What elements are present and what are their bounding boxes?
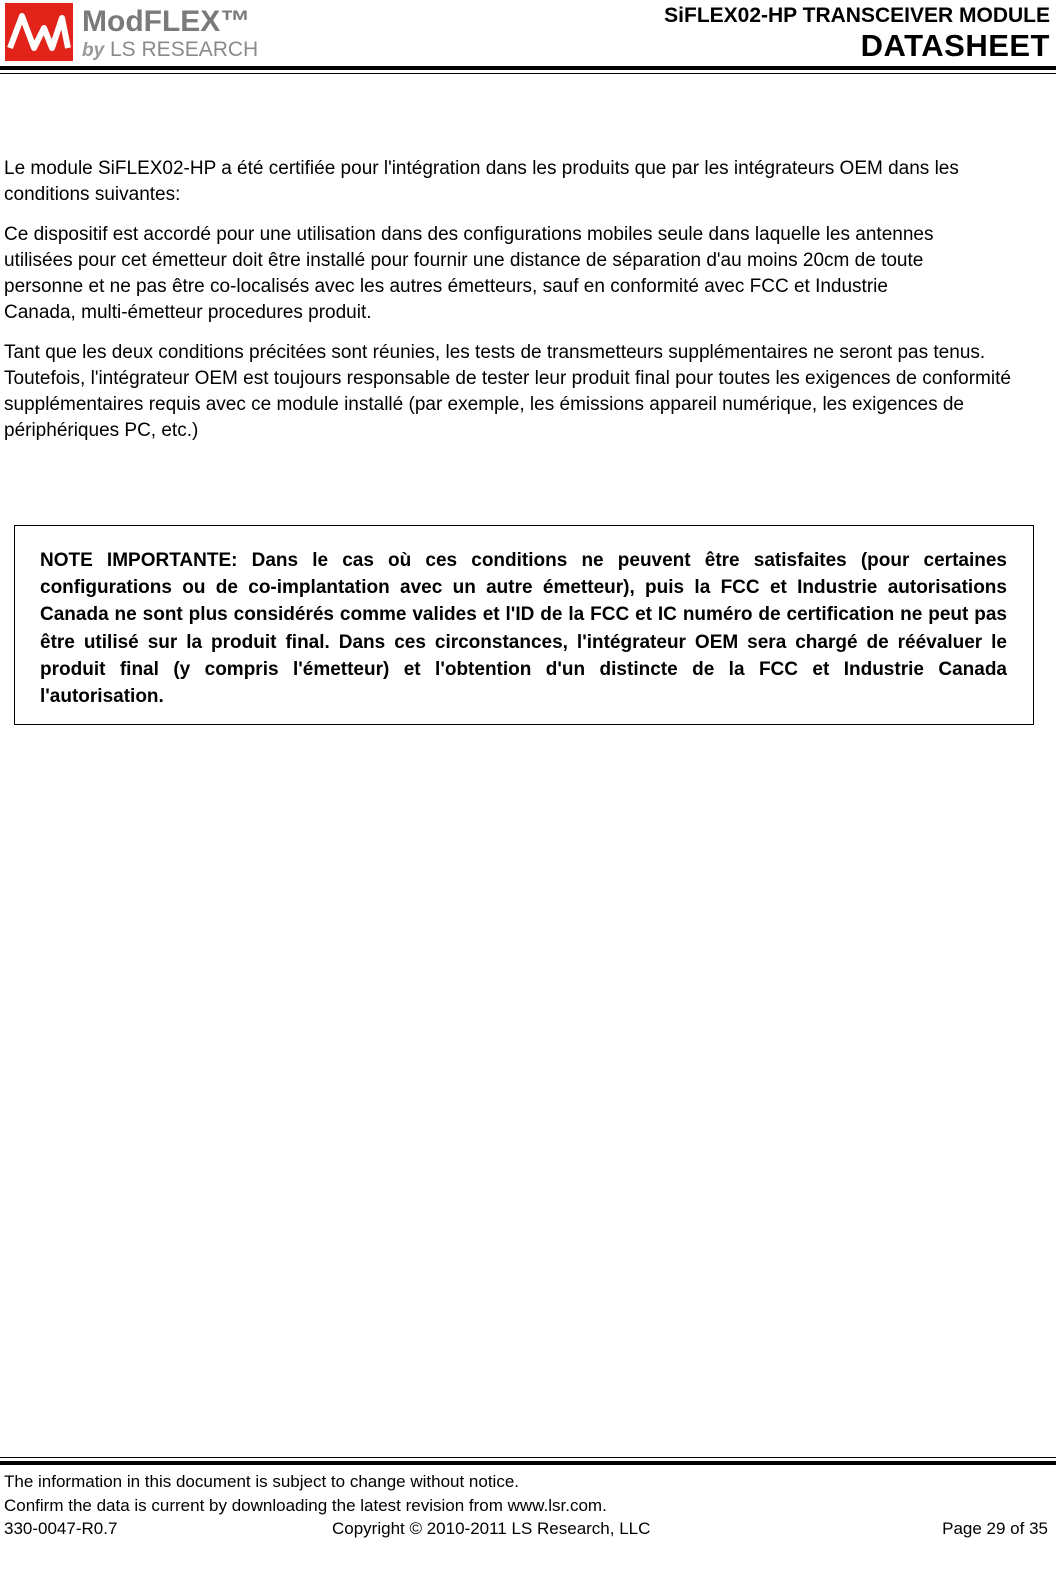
module-title: SiFLEX02-HP TRANSCEIVER MODULE bbox=[664, 4, 1050, 27]
footer-rule-thin bbox=[0, 1457, 1056, 1458]
footer-notice bbox=[4, 1470, 607, 1518]
doc-number: 330-0047-R0.7 bbox=[4, 1519, 118, 1538]
paragraph-conditions: Ce dispositif est accordé pour une utilisation dans des configurations mobiles seule dans laquelle les antennes utilisées pour cet émetteur doit être installé pour fournir une distance de séparation d'au moins 20cm de toute personne et ne pas être co-localisés avec les autres émetteurs, sauf en conformité avec FCC et Industrie Canada, multi-émetteur procedures produit. bbox=[4, 224, 934, 323]
paragraph-intro: Le module SiFLEX02-HP a été certifiée pour l'intégration dans les produits que par les intégrateurs OEM dans les conditions suivantes: bbox=[4, 158, 959, 205]
header-rule-thick bbox=[0, 66, 1056, 70]
logo-by: by bbox=[82, 40, 105, 61]
page-number: Page 29 of 35 bbox=[942, 1519, 1048, 1538]
logo-brand: ModFLEX™ bbox=[82, 5, 251, 38]
body-content bbox=[4, 156, 1048, 458]
footer-notice-line1: The information in this document is subject to change without notice. bbox=[4, 1472, 520, 1491]
footer-notice-line2: Confirm the data is current by downloading the latest revision from www.lsr.com. bbox=[4, 1496, 607, 1515]
logo-graphic bbox=[4, 2, 294, 64]
copyright: Copyright © 2010-2011 LS Research, LLC bbox=[332, 1519, 651, 1538]
header-titles bbox=[664, 2, 1050, 63]
logo-tagline: LS RESEARCH bbox=[110, 38, 259, 61]
footer-rule-thick bbox=[0, 1461, 1056, 1465]
header-rule-thin bbox=[0, 73, 1056, 74]
important-note-box bbox=[14, 525, 1034, 725]
paragraph-tests: Tant que les deux conditions précitées sont réunies, les tests de transmetteurs supplémentaires ne seront pas tenus. Toutefois, l'intégrateur OEM est toujours responsable de tester leur produit final pour toutes les exigences de conformité supplémentaires requis avec ce module installé (par exemple, les émissions appareil numérique, les exigences de périphériques PC, etc.) bbox=[4, 342, 1011, 441]
modflex-logo bbox=[4, 2, 294, 64]
doc-type: DATASHEET bbox=[860, 28, 1050, 63]
important-note-text: NOTE IMPORTANTE: Dans le cas où ces conditions ne peuvent être satisfaites (pour certaines configurations ou de co-implantation avec un autre émetteur), puis la FCC et Industrie autorisations Canada ne sont plus considérés comme valides et l'ID de la FCC et IC numéro de certification ne peut pas être utilisé sur la produit final. Dans ces circonstances, l'intégrateur OEM sera chargé de réévaluer le produit final (y compris l'émetteur) et l'obtention d'un distincte de la FCC et Industrie Canada l'autorisation. bbox=[40, 550, 1007, 708]
